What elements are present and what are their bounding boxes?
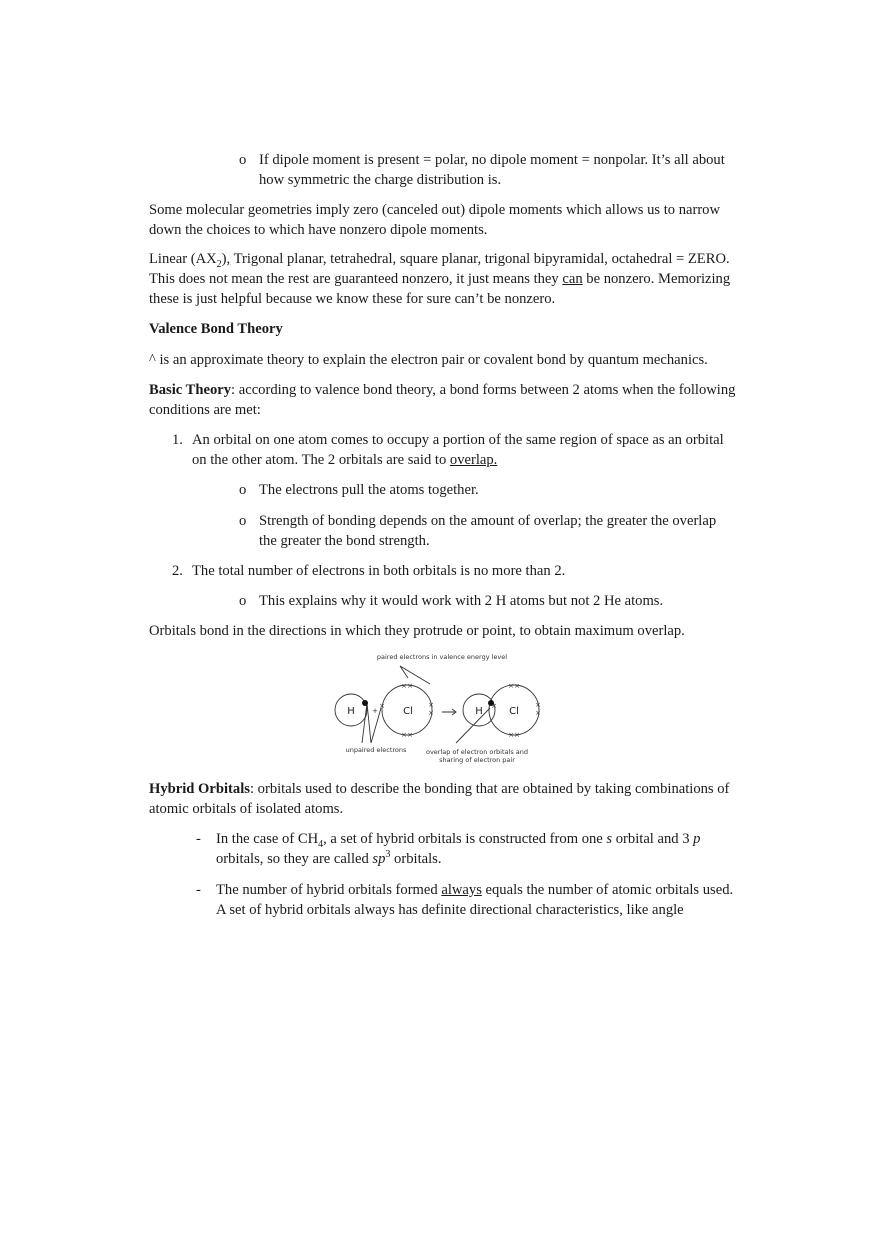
label-overlap-line1: overlap of electron orbitals and <box>425 748 529 756</box>
dash1-part: orbitals, so they are called <box>216 851 373 867</box>
electron-cross: × <box>407 731 413 739</box>
heading-valence-bond-theory <box>149 319 739 339</box>
paragraph-orbital-directions: Orbitals bond in the directions in which they protrude or point, to obtain maximum overlap. <box>149 623 685 639</box>
dash1-part: orbitals. <box>390 851 442 867</box>
electron-cross: × <box>535 709 541 717</box>
atom-h-right: H <box>475 706 483 717</box>
bullet-h-atoms: This explains why it would work with 2 H atoms but not 2 He atoms. <box>259 593 664 609</box>
dash-item-ch4 <box>216 829 736 869</box>
electron-cross: × <box>401 731 407 739</box>
unpaired-electron-dot <box>362 700 368 706</box>
ch4-subscript: 4 <box>318 838 324 850</box>
sp3-superscript: 3 <box>385 849 391 861</box>
bullet-dipole-moment: If dipole moment is present = polar, no dipole moment = nonpolar. It’s all about how symmetric the charge distribution is. <box>259 152 725 188</box>
heading-text: Valence Bond Theory <box>149 321 283 337</box>
electron-cross: × <box>428 701 434 709</box>
item1-overlap-underlined: overlap. <box>449 452 498 468</box>
reaction-arrow <box>442 709 456 715</box>
electron-cross: × <box>407 682 413 690</box>
electron-cross: × <box>514 731 520 739</box>
paragraph-hybrid-orbitals <box>149 779 739 819</box>
dash1-part: , a set of hybrid orbitals is constructed from one <box>323 831 607 847</box>
list-item-overlap <box>192 430 737 470</box>
linear-prefix: Linear (AX <box>149 251 217 267</box>
list-item-total-electrons: The total number of electrons in both orbitals is no more than 2. <box>192 563 566 579</box>
dash2-part: The number of hybrid orbitals formed <box>216 882 442 898</box>
electron-cross: × <box>428 709 434 717</box>
s-orbital-italic: s <box>606 831 613 847</box>
linear-can-underlined: can <box>562 271 583 287</box>
overlap-pointer-line <box>456 708 490 743</box>
atom-cl-left: Cl <box>403 706 413 717</box>
linear-tail: be nonzero. Memorizing these is just helpful because we know these for sure can’t be nonzero. <box>149 271 731 307</box>
paragraph-molecular-geometries: Some molecular geometries imply zero (canceled out) dipole moments which allows us to narrow down the choices to which have nonzero dipole moments. <box>149 202 721 238</box>
electron-cross: × <box>514 682 520 690</box>
bullet-marker: o <box>239 482 247 498</box>
electron-cross: × <box>379 702 385 710</box>
plus-sign: + <box>372 707 378 715</box>
list-number-1: 1. <box>172 432 183 448</box>
electron-cross: × <box>508 731 514 739</box>
electron-cross: × <box>535 701 541 709</box>
hybrid-orbitals-text: : orbitals used to describe the bonding that are obtained by taking combinations of atomic orbitals of isolated atoms. <box>149 781 730 817</box>
linear-paren: ) <box>221 251 227 267</box>
basic-theory-text: : according to valence bond theory, a bond forms between 2 atoms when the following conditions are met: <box>149 382 736 418</box>
always-underlined: always <box>441 882 482 898</box>
atom-h-left: H <box>347 706 355 717</box>
dash-marker: - <box>196 882 201 898</box>
electron-cross: × <box>401 682 407 690</box>
label-paired-electrons: paired electrons in valence energy level <box>376 653 508 661</box>
list-number-2: 2. <box>172 563 183 579</box>
bullet-electrons-pull: The electrons pull the atoms together. <box>259 482 479 498</box>
linear-subscript: 2 <box>216 258 222 270</box>
linear-main: Trigonal planar, tetrahedral, square planar, trigonal bipyramidal, octahedral = ZERO. This does not mean the rest are guaranteed nonzero, it just means they <box>149 251 730 287</box>
item1-text: An orbital on one atom comes to occupy a portion of the same region of space as an orbital on the other atom. The 2 orbitals are said to <box>192 432 724 468</box>
dash1-part: In the case of CH <box>216 831 319 847</box>
paragraph-linear-geometries <box>149 249 739 309</box>
p-orbital-italic: p <box>693 831 701 847</box>
bullet-marker: o <box>239 593 247 609</box>
electron-cross: × <box>491 702 497 710</box>
orbital-overlap-diagram <box>330 648 555 770</box>
electron-cross: × <box>508 682 514 690</box>
atom-cl-right: Cl <box>509 706 519 717</box>
sp-italic: sp <box>372 851 386 867</box>
dash-marker: - <box>196 831 201 847</box>
dash-item-hybrid-count <box>216 880 736 920</box>
paragraph-approximate-theory: ^ is an approximate theory to explain the electron pair or covalent bond by quantum mechanics. <box>149 352 708 368</box>
label-overlap-line2: sharing of electron pair <box>439 756 515 764</box>
linear-comma: , <box>226 251 231 267</box>
bullet-marker: o <box>239 513 247 529</box>
bullet-strength-of-bonding: Strength of bonding depends on the amount of overlap; the greater the overlap the greater the bond strength. <box>259 513 717 549</box>
dash2-part: equals the number of atomic orbitals used. A set of hybrid orbitals always has definite directional characteristics, like angle <box>216 882 734 918</box>
paragraph-basic-theory <box>149 380 739 420</box>
basic-theory-label: Basic Theory <box>149 382 232 398</box>
dash1-part: orbital and 3 <box>612 831 694 847</box>
hybrid-orbitals-label: Hybrid Orbitals <box>149 781 250 797</box>
bullet-marker: o <box>239 152 247 168</box>
label-unpaired-electrons: unpaired electrons <box>345 746 407 754</box>
